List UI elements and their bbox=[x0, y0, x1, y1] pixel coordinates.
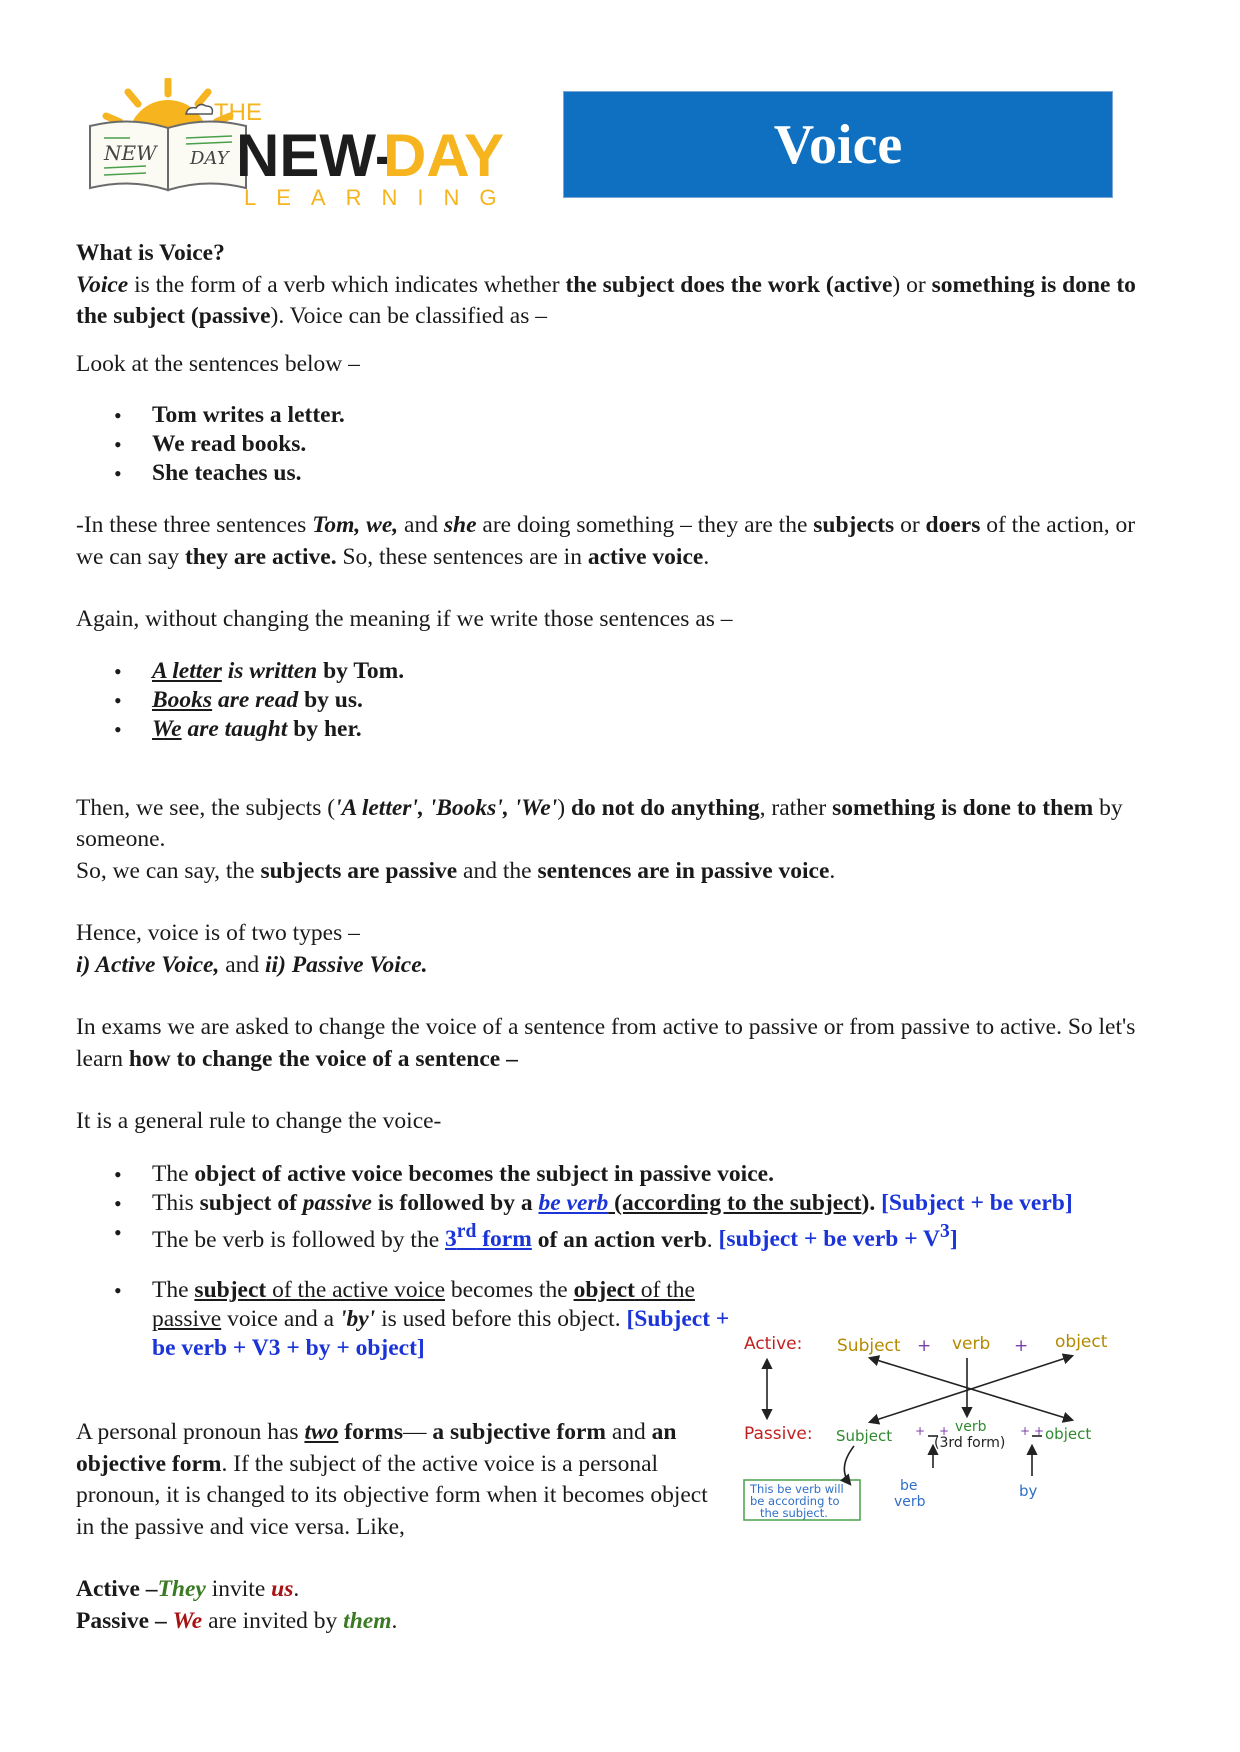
svg-text:NEW-: NEW- bbox=[236, 122, 395, 189]
svg-text:THE: THE bbox=[214, 99, 262, 126]
example-active: Active –They invite us. bbox=[76, 1576, 300, 1603]
diagram-passive-subject: Subject bbox=[836, 1427, 893, 1445]
example-passive: Passive – We are invited by them. bbox=[76, 1607, 398, 1634]
list-item: • The subject of the active voice becomes the object of the passive voice and a 'by' is used before this object. [Subject + be verb + V3 + by + object] bbox=[152, 1276, 742, 1363]
diagram-passive-label: Passive: bbox=[744, 1424, 813, 1444]
voice-types: Hence, voice is of two types – i) Active Voice, and ii) Passive Voice. bbox=[76, 920, 428, 978]
list-item: • The object of active voice becomes the subject in passive voice. bbox=[152, 1160, 1166, 1189]
diagram-by-label: by bbox=[1019, 1482, 1038, 1500]
exams-paragraph: In exams we are asked to change the voice of a sentence from active to passive or from passive to active. So let's learn how to change the voice of a sentence – bbox=[76, 1014, 1136, 1072]
diagram-subject: Subject bbox=[837, 1336, 901, 1356]
page-title: Voice bbox=[773, 113, 903, 176]
passive-examples-list bbox=[76, 657, 1166, 744]
svg-text:+: + bbox=[939, 1424, 950, 1438]
intro-heading: What is Voice? bbox=[76, 240, 225, 266]
list-item: • She teaches us. bbox=[152, 459, 1166, 488]
active-examples-list bbox=[76, 401, 1166, 488]
rule-intro: It is a general rule to change the voice- bbox=[76, 1108, 442, 1134]
list-item: • We read books. bbox=[152, 430, 1166, 459]
svg-text:+: + bbox=[1034, 1424, 1045, 1438]
rules-list-extra bbox=[76, 1276, 742, 1363]
svg-text:NEW: NEW bbox=[104, 141, 157, 165]
diagram-passive-verb: verb bbox=[955, 1419, 987, 1435]
new-day-learning-logo bbox=[86, 78, 526, 208]
rules-list bbox=[76, 1160, 1166, 1255]
again-line: Again, without changing the meaning if we write those sentences as – bbox=[76, 606, 733, 632]
svg-text:DAY: DAY bbox=[383, 122, 505, 189]
list-item: • We are taught by her. bbox=[152, 715, 1166, 744]
diagram-be-label: be bbox=[900, 1478, 918, 1494]
diagram-active-label: Active: bbox=[744, 1334, 803, 1354]
passive-explanation: Then, we see, the subjects ('A letter', 'Books', 'We') do not do anything, rather something is done to them by someone. So, we can say, the subjects are passive and the sentences are in passive voice. bbox=[76, 794, 1123, 884]
voice-change-diagram bbox=[742, 1318, 1122, 1528]
list-item: • Books are read by us. bbox=[152, 686, 1166, 715]
diagram-object: object bbox=[1055, 1332, 1108, 1352]
diagram-note-line: be according to bbox=[750, 1494, 840, 1508]
pronoun-paragraph: A personal pronoun has two forms— a subjective form and an objective form. If the subject of the active voice is a personal pronoun, it is changed to its objective form when it becomes object in the passive and vice versa. Like, bbox=[76, 1419, 708, 1540]
title-banner bbox=[563, 91, 1113, 198]
svg-text:DAY: DAY bbox=[190, 148, 229, 169]
svg-text:LEARNING: LEARNING bbox=[244, 185, 517, 208]
list-item: • A letter is written by Tom. bbox=[152, 657, 1166, 686]
active-explanation: -In these three sentences Tom, we, and she are doing something – they are the subjects or doers of the action, or we can say they are active. So, these sentences are in active voice. bbox=[76, 512, 1136, 570]
cloud-icon bbox=[186, 104, 212, 114]
diagram-arrows bbox=[767, 1356, 1072, 1484]
list-item: • The be verb is followed by the 3rd form of an action verb. [subject + be verb + $V^3$] bbox=[152, 1218, 1166, 1255]
list-item: • This subject of passive is followed by a be verb (according to the subject). [Subject + be verb] bbox=[152, 1189, 1166, 1218]
diagram-be-verb-label: verb bbox=[894, 1494, 926, 1510]
diagram-verb: verb bbox=[952, 1334, 991, 1354]
diagram-third-form: (3rd form) bbox=[934, 1435, 1006, 1451]
svg-text:+: + bbox=[915, 1424, 926, 1438]
look-line: Look at the sentences below – bbox=[76, 350, 360, 377]
diagram-plus-1: + bbox=[917, 1336, 932, 1356]
open-book-icon bbox=[90, 121, 246, 190]
svg-text:+: + bbox=[1020, 1424, 1031, 1438]
intro-definition: Voice is the form of a verb which indicates whether the subject does the work (active) or something is done to the subject (passive). Voice can be classified as – bbox=[76, 271, 1136, 329]
diagram-plus-2: + bbox=[1014, 1336, 1029, 1356]
diagram-passive-object: object bbox=[1045, 1425, 1092, 1443]
list-item: • Tom writes a letter. bbox=[152, 401, 1166, 430]
diagram-note-line: This be verb will bbox=[750, 1482, 844, 1496]
diagram-note-line: the subject. bbox=[760, 1506, 828, 1520]
